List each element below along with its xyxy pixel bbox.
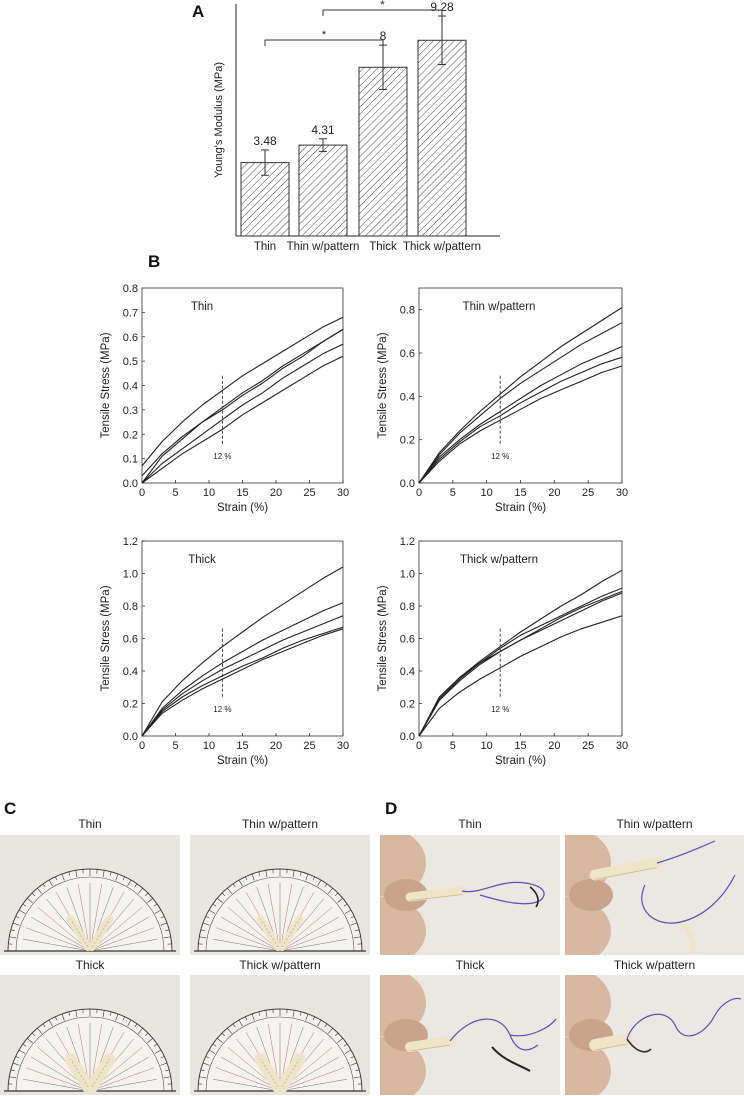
youngs-modulus-bar-chart <box>213 0 500 253</box>
y-axis-label-4: Tensile Stress (MPa) <box>377 585 389 692</box>
y-tick-label-1-5: 0.5 <box>122 356 138 369</box>
y-tick-label-1-7: 0.7 <box>122 307 138 320</box>
curve-3-3 <box>142 627 343 736</box>
x-tick-label-3-5: 25 <box>303 740 316 752</box>
suture-photo-thin-pattern <box>565 835 744 955</box>
curve-1-2 <box>142 329 343 475</box>
panel-letter-b: B <box>148 252 161 271</box>
bar-value-label-3: 9.28 <box>430 0 454 15</box>
strain-marker-label-4: 12 % <box>491 704 510 714</box>
protractor-label-thin: Thin <box>78 817 102 831</box>
y-tick-label-1-8: 0.8 <box>122 283 138 295</box>
y-tick-label-1-3: 0.3 <box>122 404 138 417</box>
y-axis-label-2: Tensile Stress (MPa) <box>377 332 389 439</box>
plot-frame-2 <box>419 288 622 483</box>
x-tick-label-2-4: 20 <box>548 487 561 499</box>
suture-photo-thick-pattern <box>565 975 744 1095</box>
y-tick-label-4-5: 1.0 <box>399 568 415 581</box>
panel-letter-d: D <box>385 799 398 818</box>
y-tick-label-2-2: 0.4 <box>399 391 415 404</box>
tensile-stress-line-charts <box>100 283 628 767</box>
x-tick-label-3-3: 15 <box>236 740 249 752</box>
y-tick-label-1-4: 0.4 <box>122 380 138 393</box>
y-tick-label-2-0: 0.0 <box>399 478 415 490</box>
y-tick-label-3-1: 0.2 <box>122 698 138 711</box>
strain-marker-label-1: 12 % <box>213 451 232 461</box>
bar-value-label-2: 8 <box>379 29 387 44</box>
curve-4-3 <box>419 593 622 736</box>
bar-category-label-2: Thick <box>369 241 397 253</box>
y-tick-label-3-3: 0.6 <box>122 633 138 646</box>
x-tick-label-3-2: 10 <box>202 740 216 752</box>
curve-4-0 <box>419 570 622 736</box>
x-tick-label-2-1: 5 <box>449 487 456 499</box>
bar-value-label-1: 4.31 <box>311 122 335 137</box>
x-tick-label-1-3: 15 <box>236 487 249 499</box>
x-tick-label-1-6: 30 <box>336 487 350 499</box>
y-tick-label-4-6: 1.2 <box>399 536 415 548</box>
x-tick-label-1-0: 0 <box>138 487 146 499</box>
y-tick-label-1-1: 0.1 <box>122 453 138 466</box>
protractor-photo-thick-pattern <box>190 975 370 1095</box>
curve-1-1 <box>142 329 343 483</box>
y-tick-label-4-2: 0.4 <box>399 666 415 678</box>
y-tick-label-3-6: 1.2 <box>122 536 138 548</box>
tube-segment <box>595 1039 627 1045</box>
x-tick-label-2-3: 15 <box>514 487 527 499</box>
curve-1-3 <box>142 344 343 483</box>
x-axis-label-1: Strain (%) <box>216 502 269 514</box>
significance-label-1: * <box>380 0 385 11</box>
protractor-photo-thick <box>0 975 180 1095</box>
y-tick-label-3-5: 1.0 <box>122 568 138 581</box>
x-axis-label-3: Strain (%) <box>216 755 269 767</box>
protractor-label-thick-pattern: Thick w/pattern <box>239 958 321 972</box>
suture-label-thick: Thick <box>455 958 485 972</box>
x-tick-label-3-6: 30 <box>336 740 350 752</box>
x-tick-label-1-1: 5 <box>172 487 179 499</box>
x-tick-label-4-1: 5 <box>449 740 456 752</box>
x-tick-label-4-6: 30 <box>615 740 629 752</box>
chart-title-3: Thick <box>188 554 216 566</box>
bar-y-axis-label: Young's Modulus (MPa) <box>213 61 225 179</box>
bar-value-label-0: 3.48 <box>253 133 277 148</box>
fingertip <box>569 879 613 911</box>
x-axis-label-4: Strain (%) <box>494 755 547 767</box>
y-tick-label-2-4: 0.8 <box>399 304 415 317</box>
plot-frame-4 <box>419 541 622 736</box>
y-tick-label-3-4: 0.8 <box>122 601 138 613</box>
chart-title-2: Thin w/pattern <box>462 301 536 313</box>
line-chart-4 <box>377 536 628 767</box>
curve-4-2 <box>419 591 622 736</box>
strain-marker-label-2: 12 % <box>491 451 510 461</box>
x-tick-label-1-2: 10 <box>202 487 216 499</box>
x-tick-label-3-0: 0 <box>138 740 146 752</box>
x-tick-label-4-0: 0 <box>415 740 423 752</box>
protractor-photo-thin <box>0 835 180 955</box>
y-tick-label-3-0: 0.0 <box>122 731 138 743</box>
line-chart-1 <box>100 283 349 514</box>
protractor-photo-thin-pattern <box>190 835 370 955</box>
x-tick-label-1-5: 25 <box>303 487 316 499</box>
protractor-label-thin-pattern: Thin w/pattern <box>241 817 319 831</box>
bar-3 <box>418 40 466 236</box>
x-tick-label-3-1: 5 <box>172 740 179 752</box>
y-axis-label-1: Tensile Stress (MPa) <box>100 332 112 439</box>
curve-2-2 <box>419 347 622 484</box>
y-tick-label-4-3: 0.6 <box>399 633 415 646</box>
suture-photo-thin <box>380 835 560 955</box>
bar-2 <box>359 67 407 236</box>
x-tick-label-4-3: 15 <box>514 740 527 752</box>
y-tick-label-1-6: 0.6 <box>122 331 138 344</box>
suture-photo-thick <box>380 975 560 1095</box>
x-tick-label-4-5: 25 <box>582 740 595 752</box>
x-tick-label-2-5: 25 <box>582 487 595 499</box>
curve-2-0 <box>419 308 622 484</box>
significance-label-0: * <box>321 29 327 41</box>
y-tick-label-1-2: 0.2 <box>122 429 138 442</box>
line-chart-3 <box>100 536 349 767</box>
x-tick-label-4-4: 20 <box>548 740 561 752</box>
chart-title-4: Thick w/pattern <box>460 554 538 566</box>
plot-frame-1 <box>142 288 343 483</box>
bar-category-label-3: Thick w/pattern <box>403 241 481 253</box>
y-tick-label-4-1: 0.2 <box>399 698 415 711</box>
chart-title-1: Thin <box>190 301 214 313</box>
line-chart-2 <box>377 288 628 514</box>
suture-label-thin-pattern: Thin w/pattern <box>616 817 693 831</box>
curve-4-1 <box>419 588 622 736</box>
y-tick-label-3-2: 0.4 <box>122 666 138 678</box>
suture-label-thick-pattern: Thick w/pattern <box>613 958 696 972</box>
panel-letter-c: C <box>4 799 17 818</box>
y-tick-label-2-3: 0.6 <box>399 348 415 360</box>
x-tick-label-2-0: 0 <box>415 487 423 499</box>
x-tick-label-2-2: 10 <box>480 487 493 499</box>
bar-1 <box>299 145 347 236</box>
suture-label-thin: Thin <box>458 817 482 831</box>
y-tick-label-4-4: 0.8 <box>399 601 415 613</box>
y-axis-label-3: Tensile Stress (MPa) <box>100 585 112 692</box>
curve-1-0 <box>142 317 343 466</box>
x-tick-label-3-4: 20 <box>269 740 283 752</box>
x-tick-label-2-6: 30 <box>615 487 629 499</box>
x-tick-label-4-2: 10 <box>480 740 493 752</box>
protractor-label-thick: Thick <box>75 958 105 972</box>
bar-category-label-0: Thin <box>253 241 277 253</box>
y-tick-label-4-0: 0.0 <box>399 731 415 743</box>
panel-letter-a: A <box>192 2 205 21</box>
y-tick-label-2-1: 0.2 <box>399 434 415 447</box>
curve-3-4 <box>142 629 343 736</box>
curve-4-4 <box>419 616 622 736</box>
x-tick-label-1-4: 20 <box>269 487 283 499</box>
tube-segment <box>410 891 462 897</box>
y-tick-label-1-0: 0.0 <box>122 478 138 490</box>
x-axis-label-2: Strain (%) <box>494 502 547 514</box>
curve-3-2 <box>142 616 343 736</box>
strain-marker-label-3: 12 % <box>213 704 232 714</box>
bar-category-label-1: Thin w/pattern <box>286 241 360 253</box>
